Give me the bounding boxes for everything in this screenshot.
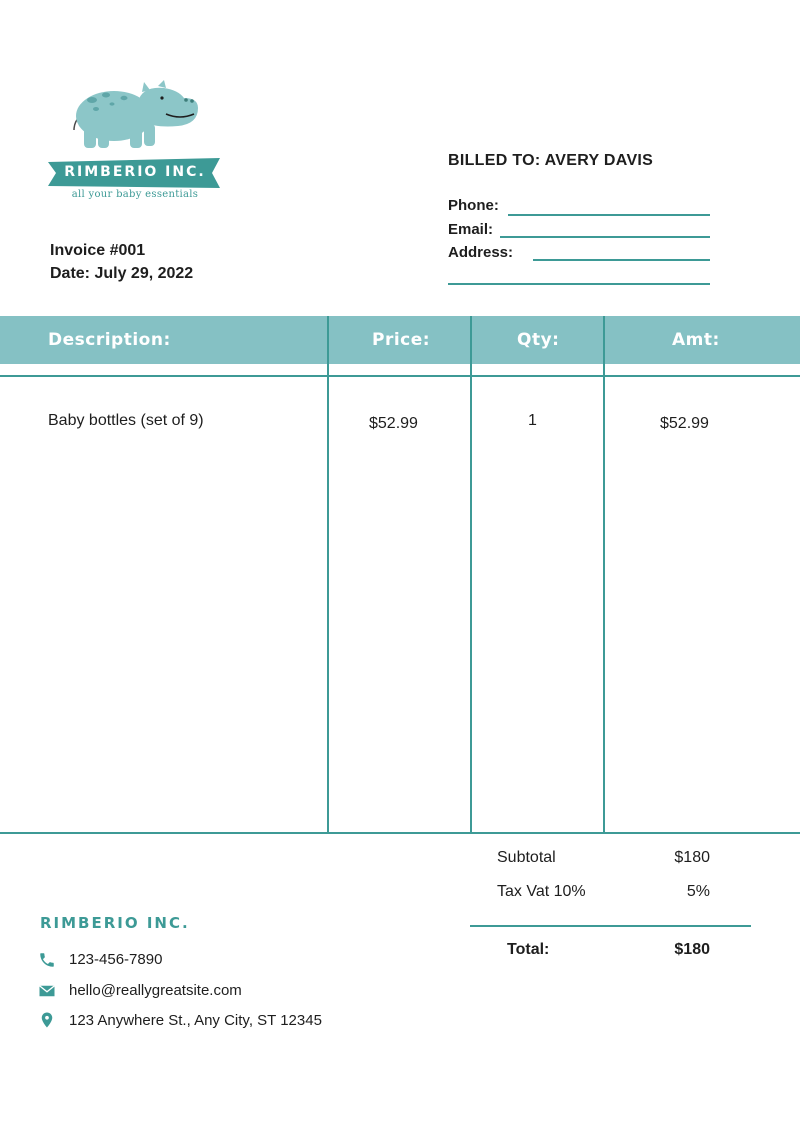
column-divider [327, 316, 329, 833]
phone-icon [38, 951, 56, 969]
header-price: Price: [372, 330, 431, 350]
address-field-line-2 [448, 283, 710, 285]
table-bottom-rule [0, 832, 800, 834]
subtotal-label: Subtotal [497, 849, 556, 866]
mail-icon [38, 982, 56, 1000]
subtotal-value: $180 [674, 849, 710, 866]
phone-label: Phone: [448, 197, 499, 214]
tax-value: 5% [686, 883, 710, 900]
totals-rule [470, 925, 751, 927]
tax-label: Tax Vat 10% [497, 883, 586, 900]
hippo-logo-icon [46, 78, 224, 158]
header-qty: Qty: [517, 330, 560, 350]
total-label: Total: [507, 941, 550, 958]
footer-company-name: RIMBERIO INC. [40, 914, 190, 932]
company-logo [46, 78, 224, 208]
footer-address: 123 Anywhere St., Any City, ST 12345 [69, 1012, 322, 1029]
row-price: $52.99 [369, 415, 418, 432]
footer-phone: 123-456-7890 [69, 951, 163, 968]
billed-to-heading: BILLED TO: AVERY DAVIS [448, 152, 654, 169]
address-field-line [533, 259, 710, 261]
total-value: $180 [674, 941, 710, 958]
address-label: Address: [448, 244, 514, 261]
row-description: Baby bottles (set of 9) [48, 412, 204, 429]
row-amount: $52.99 [660, 415, 709, 432]
phone-field-line [508, 214, 710, 216]
table-top-rule [0, 375, 800, 377]
column-divider [470, 316, 472, 833]
column-divider [603, 316, 605, 833]
header-description: Description: [48, 330, 171, 350]
email-field-line [500, 236, 710, 238]
header-amount: Amt: [672, 330, 720, 350]
logo-tagline: all your baby essentials [71, 189, 199, 200]
footer-email: hello@reallygreatsite.com [69, 982, 242, 999]
email-label: Email: [448, 221, 494, 238]
invoice-number: Invoice #001 [50, 242, 146, 259]
row-qty: 1 [528, 412, 537, 429]
logo-company-name: RIMBERIO INC. [64, 164, 206, 180]
location-pin-icon [38, 1011, 56, 1029]
invoice-date: Date: July 29, 2022 [50, 265, 194, 282]
